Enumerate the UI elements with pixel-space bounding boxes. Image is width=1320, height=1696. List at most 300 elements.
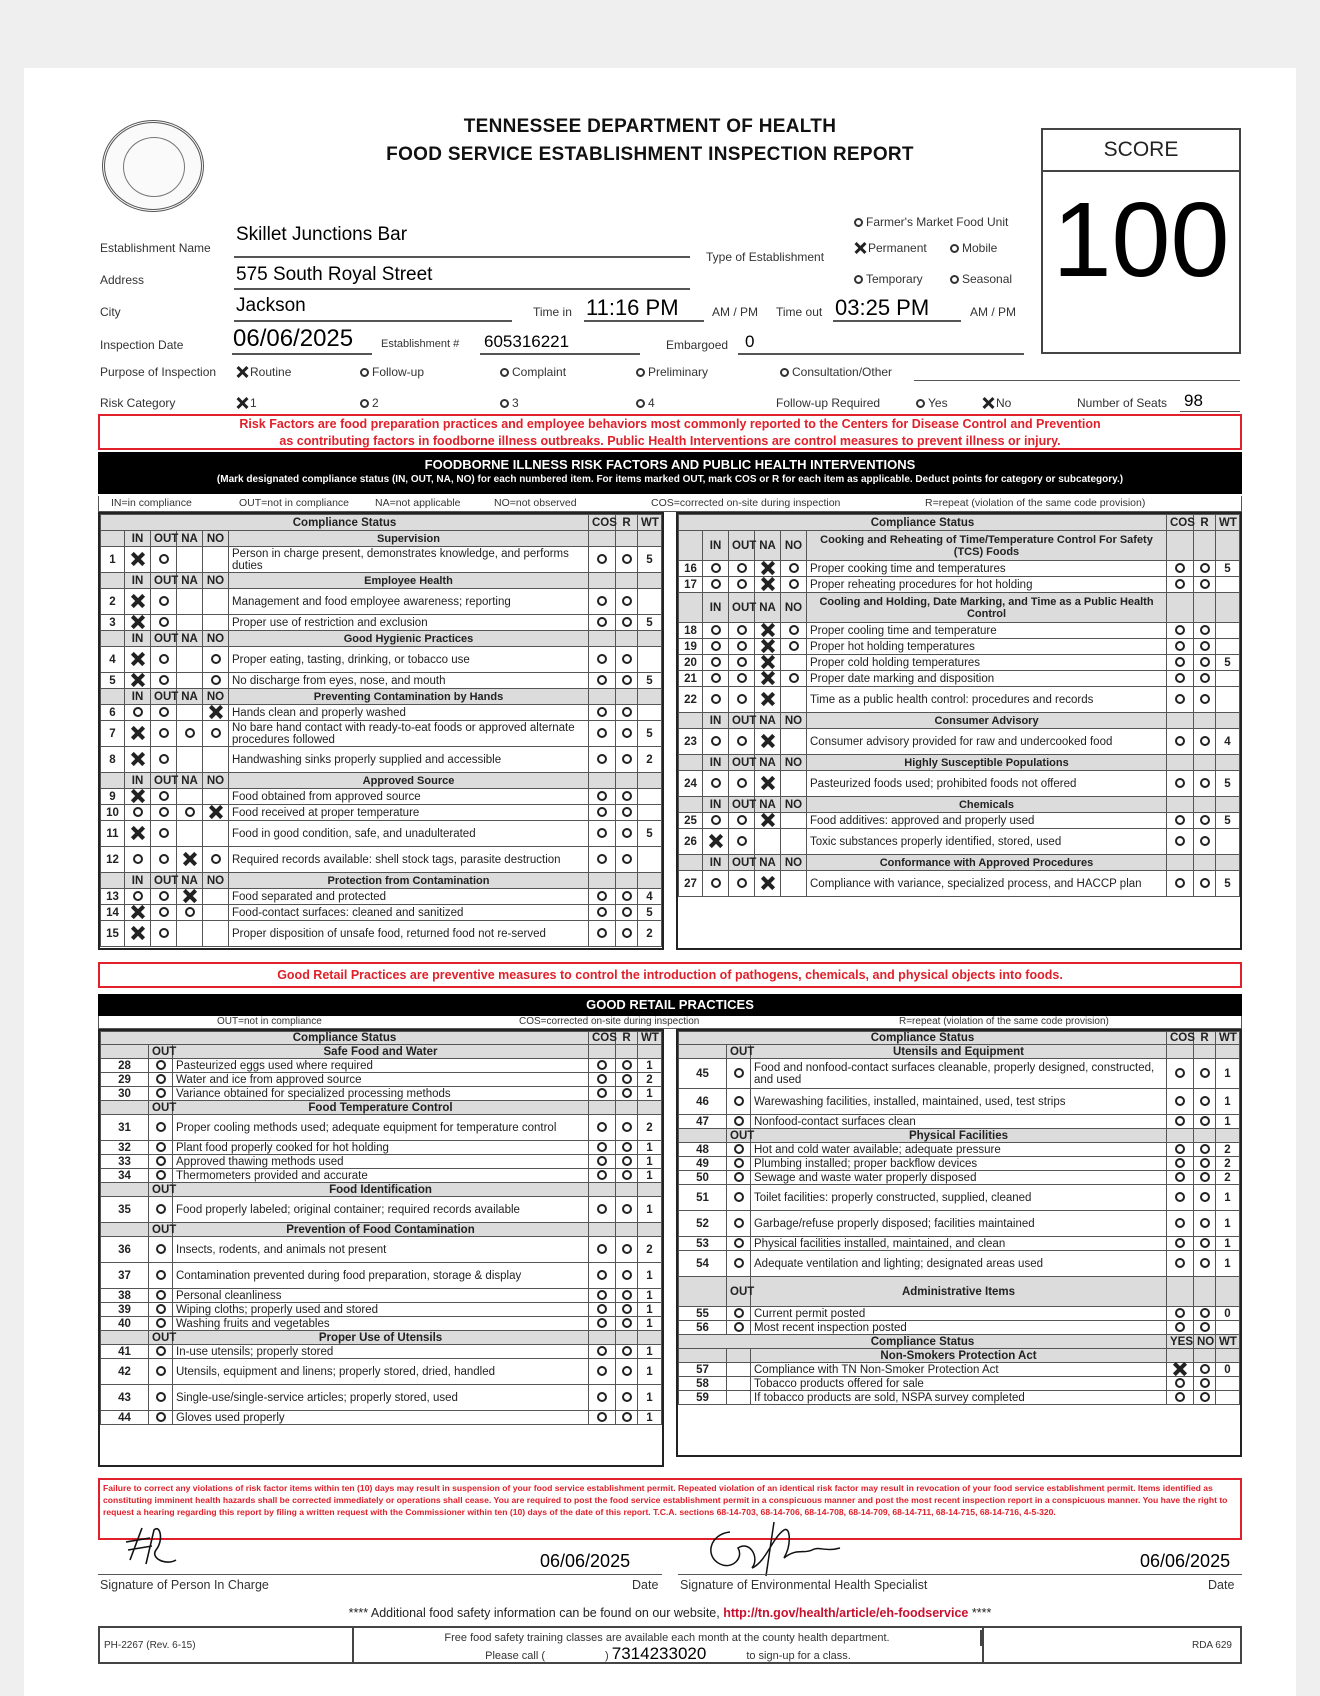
cos-option[interactable]	[589, 1087, 616, 1101]
status-no[interactable]	[203, 721, 229, 747]
cos-option[interactable]	[1167, 655, 1194, 671]
cos-option[interactable]	[589, 1263, 616, 1289]
status-out[interactable]	[151, 921, 177, 947]
repeat-option[interactable]	[616, 1411, 638, 1425]
repeat-option[interactable]	[1194, 1171, 1216, 1185]
out-option[interactable]	[727, 1171, 751, 1185]
risk-3-radio[interactable]: 3	[500, 396, 519, 410]
status-no[interactable]	[203, 615, 229, 631]
status-out[interactable]	[151, 547, 177, 573]
cos-option[interactable]	[1167, 1211, 1194, 1237]
cos-option[interactable]	[589, 705, 616, 721]
repeat-option[interactable]	[616, 1169, 638, 1183]
status-na[interactable]	[755, 671, 781, 687]
out-option[interactable]	[149, 1345, 173, 1359]
out-option[interactable]	[727, 1115, 751, 1129]
purpose-consultation-radio[interactable]: Consultation/Other	[780, 365, 892, 379]
out-option[interactable]	[149, 1237, 173, 1263]
cos-option[interactable]	[1167, 577, 1194, 593]
status-in[interactable]	[703, 871, 729, 897]
time-out-field[interactable]: 03:25 PM	[835, 295, 930, 320]
repeat-option[interactable]	[1194, 729, 1216, 755]
out-option[interactable]	[727, 1321, 751, 1335]
status-na[interactable]	[755, 655, 781, 671]
type-mobile-radio[interactable]: Mobile	[950, 241, 997, 255]
cos-option[interactable]	[589, 747, 616, 773]
repeat-option[interactable]	[616, 673, 638, 689]
item-description: Sewage and waste water properly disposed	[751, 1171, 1167, 1185]
status-na[interactable]	[177, 673, 203, 689]
cos-option[interactable]	[1167, 1251, 1194, 1277]
weight: 1	[638, 1141, 662, 1155]
repeat-option[interactable]	[1194, 1391, 1216, 1405]
status-na[interactable]	[177, 589, 203, 615]
purpose-complaint-radio[interactable]: Complaint	[500, 365, 566, 379]
status-in[interactable]	[703, 687, 729, 713]
status-out[interactable]	[151, 705, 177, 721]
status-na[interactable]	[177, 889, 203, 905]
status-no[interactable]	[203, 847, 229, 873]
followup-yes-radio[interactable]: Yes	[916, 396, 948, 410]
repeat-option[interactable]	[1194, 1377, 1216, 1391]
status-no[interactable]	[781, 771, 807, 797]
status-out[interactable]	[151, 805, 177, 821]
out-option[interactable]	[149, 1359, 173, 1385]
form-number: PH-2267 (Rev. 6-15)	[100, 1628, 354, 1662]
status-out[interactable]	[151, 721, 177, 747]
out-option[interactable]	[149, 1087, 173, 1101]
status-out[interactable]	[151, 905, 177, 921]
out-option[interactable]	[149, 1317, 173, 1331]
status-out[interactable]	[729, 871, 755, 897]
out-option[interactable]	[727, 1059, 751, 1089]
repeat-option[interactable]	[616, 1237, 638, 1263]
out-option[interactable]	[727, 1157, 751, 1171]
cos-option[interactable]	[1167, 1377, 1194, 1391]
status-na[interactable]	[755, 577, 781, 593]
out-option[interactable]	[149, 1059, 173, 1073]
status-in[interactable]	[703, 561, 729, 577]
purpose-preliminary-radio[interactable]: Preliminary	[636, 365, 708, 379]
out-option[interactable]	[149, 1115, 173, 1141]
repeat-option[interactable]	[1194, 1363, 1216, 1377]
cos-option[interactable]	[589, 547, 616, 573]
repeat-option[interactable]	[616, 1059, 638, 1073]
cos-option[interactable]	[589, 921, 616, 947]
cos-option[interactable]	[1167, 829, 1194, 855]
status-in[interactable]	[703, 577, 729, 593]
status-out[interactable]	[151, 889, 177, 905]
status-in[interactable]	[703, 623, 729, 639]
status-na[interactable]	[177, 847, 203, 873]
repeat-option[interactable]	[1194, 687, 1216, 713]
status-out[interactable]	[729, 655, 755, 671]
cos-option[interactable]	[1167, 639, 1194, 655]
status-na[interactable]	[177, 615, 203, 631]
item-description: Approved thawing methods used	[173, 1155, 589, 1169]
risk-2-radio[interactable]: 2	[360, 396, 379, 410]
status-in[interactable]	[125, 547, 151, 573]
status-in[interactable]	[703, 729, 729, 755]
cos-option[interactable]	[1167, 1237, 1194, 1251]
repeat-option[interactable]	[616, 805, 638, 821]
status-in[interactable]	[125, 821, 151, 847]
status-out[interactable]	[151, 673, 177, 689]
ehs-date-field[interactable]: 06/06/2025	[1140, 1551, 1231, 1571]
cos-option[interactable]	[1167, 1391, 1194, 1405]
repeat-option[interactable]	[616, 1073, 638, 1087]
repeat-option[interactable]	[1194, 813, 1216, 829]
cos-option[interactable]	[1167, 1143, 1194, 1157]
status-out[interactable]	[729, 813, 755, 829]
status-out[interactable]	[729, 687, 755, 713]
status-out[interactable]	[151, 847, 177, 873]
status-out[interactable]	[729, 729, 755, 755]
cos-option[interactable]	[1167, 623, 1194, 639]
status-out[interactable]	[729, 829, 755, 855]
status-na[interactable]	[177, 921, 203, 947]
repeat-option[interactable]	[1194, 1157, 1216, 1171]
repeat-option[interactable]	[1194, 829, 1216, 855]
status-no[interactable]	[203, 821, 229, 847]
weight	[1216, 639, 1240, 655]
cos-option[interactable]	[589, 1385, 616, 1411]
out-option[interactable]	[727, 1089, 751, 1115]
est-name-field[interactable]: Skillet Junctions Bar	[236, 224, 408, 245]
status-no[interactable]	[781, 687, 807, 713]
out-option[interactable]	[727, 1377, 751, 1391]
cos-option[interactable]	[589, 805, 616, 821]
status-no[interactable]	[203, 673, 229, 689]
cos-option[interactable]	[589, 721, 616, 747]
repeat-option[interactable]	[616, 1317, 638, 1331]
type-farmers-radio[interactable]: Farmer's Market Food Unit	[854, 215, 1008, 229]
status-no[interactable]	[203, 921, 229, 947]
cos-option[interactable]	[589, 1073, 616, 1087]
repeat-option[interactable]	[616, 1345, 638, 1359]
repeat-option[interactable]	[1194, 671, 1216, 687]
status-out[interactable]	[151, 747, 177, 773]
cos-option[interactable]	[1167, 813, 1194, 829]
cos-option[interactable]	[1167, 1115, 1194, 1129]
type-permanent-radio[interactable]: Permanent	[854, 241, 927, 255]
repeat-option[interactable]	[616, 789, 638, 805]
out-option[interactable]	[149, 1289, 173, 1303]
city-field[interactable]: Jackson	[236, 295, 306, 316]
status-in[interactable]	[125, 921, 151, 947]
cos-option[interactable]	[589, 905, 616, 921]
status-na[interactable]	[177, 821, 203, 847]
cos-option[interactable]	[589, 1317, 616, 1331]
status-no[interactable]	[203, 647, 229, 673]
status-in[interactable]	[125, 673, 151, 689]
status-no[interactable]	[781, 577, 807, 593]
repeat-option[interactable]	[1194, 1115, 1216, 1129]
seats-field[interactable]: 98	[1184, 391, 1203, 410]
status-na[interactable]	[755, 829, 781, 855]
repeat-option[interactable]	[616, 1087, 638, 1101]
cos-option[interactable]	[589, 1237, 616, 1263]
status-in[interactable]	[125, 647, 151, 673]
status-no[interactable]	[203, 789, 229, 805]
repeat-option[interactable]	[1194, 1211, 1216, 1237]
cos-option[interactable]	[1167, 1185, 1194, 1211]
repeat-option[interactable]	[1194, 1251, 1216, 1277]
cos-option[interactable]	[589, 673, 616, 689]
out-option[interactable]	[727, 1363, 751, 1377]
status-in[interactable]	[703, 771, 729, 797]
purpose-followup-radio[interactable]: Follow-up	[360, 365, 424, 379]
status-na[interactable]	[755, 561, 781, 577]
status-na[interactable]	[755, 729, 781, 755]
status-no[interactable]	[781, 813, 807, 829]
cos-option[interactable]	[589, 615, 616, 631]
repeat-option[interactable]	[616, 721, 638, 747]
status-out[interactable]	[729, 623, 755, 639]
status-no[interactable]	[203, 589, 229, 615]
status-in[interactable]	[125, 847, 151, 873]
status-na[interactable]	[755, 871, 781, 897]
embargoed-field[interactable]: 0	[745, 332, 755, 351]
cos-option[interactable]	[589, 1359, 616, 1385]
repeat-option[interactable]	[616, 1141, 638, 1155]
risk-4-radio[interactable]: 4	[636, 396, 655, 410]
repeat-option[interactable]	[1194, 1059, 1216, 1089]
repeat-option[interactable]	[1194, 871, 1216, 897]
risk-1-radio[interactable]: 1	[236, 396, 257, 410]
status-no[interactable]	[781, 623, 807, 639]
repeat-option[interactable]	[616, 889, 638, 905]
repeat-option[interactable]	[1194, 561, 1216, 577]
cos-option[interactable]	[589, 847, 616, 873]
status-na[interactable]	[755, 639, 781, 655]
cos-option[interactable]	[1167, 671, 1194, 687]
repeat-option[interactable]	[616, 1303, 638, 1317]
repeat-option[interactable]	[616, 615, 638, 631]
category-header: Employee Health	[229, 573, 589, 589]
status-no[interactable]	[203, 889, 229, 905]
status-no[interactable]	[203, 747, 229, 773]
status-out[interactable]	[151, 789, 177, 805]
repeat-option[interactable]	[1194, 1321, 1216, 1335]
out-option[interactable]	[727, 1307, 751, 1321]
status-in[interactable]	[703, 671, 729, 687]
status-na[interactable]	[177, 747, 203, 773]
repeat-option[interactable]	[1194, 577, 1216, 593]
out-option[interactable]	[149, 1385, 173, 1411]
cos-option[interactable]	[1167, 1307, 1194, 1321]
repeat-option[interactable]	[616, 1289, 638, 1303]
status-in[interactable]	[703, 655, 729, 671]
cos-option[interactable]	[589, 1289, 616, 1303]
repeat-option[interactable]	[616, 921, 638, 947]
cos-option[interactable]	[1167, 771, 1194, 797]
out-option[interactable]	[149, 1073, 173, 1087]
repeat-option[interactable]	[1194, 1185, 1216, 1211]
status-in[interactable]	[125, 905, 151, 921]
cos-option[interactable]	[1167, 1157, 1194, 1171]
status-na[interactable]	[755, 623, 781, 639]
website-link[interactable]: http://tn.gov/health/article/eh-foodservice	[723, 1606, 969, 1620]
out-option[interactable]	[149, 1197, 173, 1223]
pic-date-field[interactable]: 06/06/2025	[540, 1551, 631, 1571]
status-na[interactable]	[177, 805, 203, 821]
cos-option[interactable]	[1167, 1089, 1194, 1115]
cos-option[interactable]	[1167, 1321, 1194, 1335]
status-out[interactable]	[151, 647, 177, 673]
repeat-option[interactable]	[1194, 1089, 1216, 1115]
out-option[interactable]	[727, 1391, 751, 1405]
cos-option[interactable]	[589, 889, 616, 905]
checked-x-icon	[1174, 1363, 1186, 1375]
time-in-field[interactable]: 11:16 PM	[586, 295, 679, 320]
purpose-routine-radio[interactable]: Routine	[236, 365, 291, 379]
out-option[interactable]	[149, 1169, 173, 1183]
repeat-option[interactable]	[1194, 1143, 1216, 1157]
cos-option[interactable]	[589, 1411, 616, 1425]
status-in[interactable]	[125, 747, 151, 773]
type-seasonal-radio[interactable]: Seasonal	[950, 272, 1012, 286]
out-option[interactable]	[727, 1211, 751, 1237]
repeat-option[interactable]	[616, 905, 638, 921]
status-na[interactable]	[755, 771, 781, 797]
status-in[interactable]	[703, 829, 729, 855]
status-out[interactable]	[151, 615, 177, 631]
status-in[interactable]	[125, 615, 151, 631]
cos-option[interactable]	[1167, 687, 1194, 713]
cos-option[interactable]	[589, 1169, 616, 1183]
status-in[interactable]	[125, 889, 151, 905]
repeat-option[interactable]	[1194, 1237, 1216, 1251]
status-out[interactable]	[729, 771, 755, 797]
status-no[interactable]	[203, 547, 229, 573]
phone-field[interactable]: 7314233020	[611, 1644, 707, 1663]
status-na[interactable]	[755, 687, 781, 713]
out-option[interactable]	[149, 1411, 173, 1425]
status-in[interactable]	[125, 805, 151, 821]
repeat-option[interactable]	[616, 1197, 638, 1223]
repeat-option[interactable]	[616, 847, 638, 873]
repeat-option[interactable]	[616, 1263, 638, 1289]
repeat-option[interactable]	[616, 647, 638, 673]
followup-no-radio[interactable]: No	[982, 396, 1011, 410]
address-field[interactable]: 575 South Royal Street	[236, 264, 433, 285]
status-out[interactable]	[729, 639, 755, 655]
status-na[interactable]	[755, 813, 781, 829]
repeat-option[interactable]	[616, 589, 638, 615]
repeat-option[interactable]	[1194, 1307, 1216, 1321]
out-option[interactable]	[149, 1303, 173, 1317]
radio-icon	[789, 579, 799, 589]
out-option[interactable]	[727, 1185, 751, 1211]
status-na[interactable]	[177, 905, 203, 921]
cos-option[interactable]	[589, 589, 616, 615]
cos-option[interactable]	[589, 647, 616, 673]
repeat-option[interactable]	[616, 547, 638, 573]
out-option[interactable]	[727, 1237, 751, 1251]
repeat-option[interactable]	[616, 1359, 638, 1385]
out-option[interactable]	[727, 1251, 751, 1277]
out-option[interactable]	[727, 1143, 751, 1157]
repeat-option[interactable]	[616, 1385, 638, 1411]
cos-option[interactable]	[1167, 1363, 1194, 1377]
cos-option[interactable]	[1167, 561, 1194, 577]
status-in[interactable]	[703, 639, 729, 655]
cos-option[interactable]	[589, 1197, 616, 1223]
cos-option[interactable]	[589, 1303, 616, 1317]
cos-option[interactable]	[589, 821, 616, 847]
cos-option[interactable]	[1167, 729, 1194, 755]
status-in[interactable]	[125, 589, 151, 615]
cos-option[interactable]	[1167, 871, 1194, 897]
cos-option[interactable]	[1167, 1171, 1194, 1185]
status-no[interactable]	[781, 639, 807, 655]
out-option[interactable]	[149, 1263, 173, 1289]
status-no[interactable]	[781, 871, 807, 897]
cos-option[interactable]	[1167, 1059, 1194, 1089]
status-in[interactable]	[125, 789, 151, 805]
repeat-option[interactable]	[1194, 623, 1216, 639]
repeat-option[interactable]	[1194, 639, 1216, 655]
category-header: Food Identification	[173, 1183, 589, 1197]
status-out[interactable]	[729, 561, 755, 577]
status-no[interactable]	[781, 829, 807, 855]
status-na[interactable]	[177, 789, 203, 805]
cos-option[interactable]	[589, 1155, 616, 1169]
status-no[interactable]	[781, 671, 807, 687]
status-out[interactable]	[151, 589, 177, 615]
cos-option[interactable]	[589, 1059, 616, 1073]
status-in[interactable]	[125, 721, 151, 747]
cos-option[interactable]	[589, 1115, 616, 1141]
repeat-option[interactable]	[616, 821, 638, 847]
status-in[interactable]	[125, 705, 151, 721]
inspection-date-field[interactable]: 06/06/2025	[233, 325, 354, 352]
status-na[interactable]	[177, 647, 203, 673]
status-in[interactable]	[703, 813, 729, 829]
seats-label: Number of Seats	[1077, 396, 1168, 410]
status-no[interactable]	[781, 561, 807, 577]
repeat-option[interactable]	[1194, 771, 1216, 797]
cos-option[interactable]	[589, 789, 616, 805]
repeat-option[interactable]	[616, 1155, 638, 1169]
footer-box	[98, 1626, 1242, 1664]
status-no[interactable]	[781, 655, 807, 671]
repeat-option[interactable]	[1194, 655, 1216, 671]
status-na[interactable]	[177, 547, 203, 573]
status-na[interactable]	[177, 721, 203, 747]
repeat-option[interactable]	[616, 747, 638, 773]
repeat-option[interactable]	[616, 1115, 638, 1141]
status-no[interactable]	[203, 805, 229, 821]
type-temporary-radio[interactable]: Temporary	[854, 272, 923, 286]
cos-option[interactable]	[589, 1345, 616, 1359]
repeat-option[interactable]	[616, 705, 638, 721]
status-no[interactable]	[203, 905, 229, 921]
cos-option[interactable]	[589, 1141, 616, 1155]
item-description: Toxic substances properly identified, stored, used	[807, 829, 1167, 855]
status-out[interactable]	[151, 821, 177, 847]
status-na[interactable]	[177, 705, 203, 721]
status-no[interactable]	[203, 705, 229, 721]
status-out[interactable]	[729, 671, 755, 687]
out-option[interactable]	[149, 1141, 173, 1155]
table-row: 42 Utensils, equipment and linens; properly stored, dried, handled 1	[101, 1359, 662, 1385]
est-num-field[interactable]: 605316221	[484, 332, 570, 351]
out-option[interactable]	[149, 1155, 173, 1169]
status-out[interactable]	[729, 577, 755, 593]
status-no[interactable]	[781, 729, 807, 755]
